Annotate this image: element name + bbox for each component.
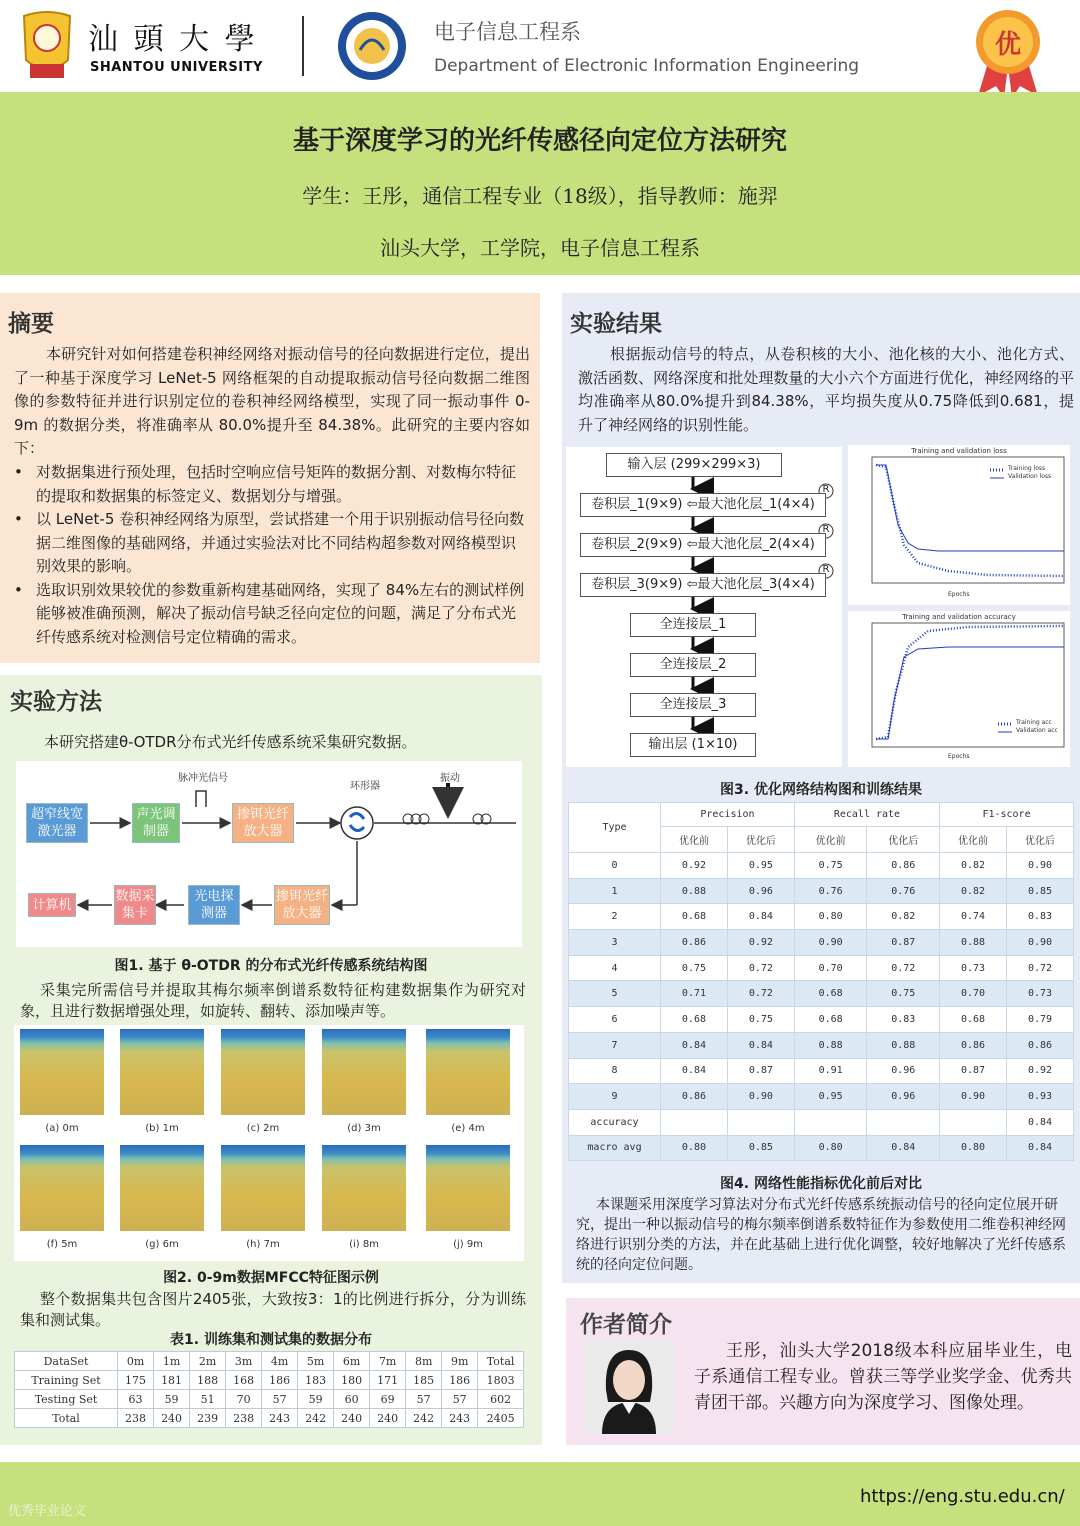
conv-layer-1: 卷积层_1(9×9) ⇦最大池化层_1(4×4) — [580, 493, 826, 517]
table-cell: 0.88 — [940, 930, 1007, 956]
relu-marker: R — [822, 484, 830, 495]
table-cell: Total — [478, 1352, 524, 1371]
table-cell: 0.96 — [867, 1058, 940, 1084]
abstract-heading: 摘要 — [8, 311, 54, 337]
sub-header: 优化前 — [940, 827, 1007, 853]
table-cell: 0.72 — [727, 955, 794, 981]
fig1-caption: 图1. 基于 θ-OTDR 的分布式光纤传感系统结构图 — [114, 958, 428, 974]
table-cell: 0.92 — [661, 853, 728, 879]
mfcc-label: (j) 9m — [453, 1239, 483, 1250]
table-cell: 57 — [262, 1390, 298, 1409]
table-cell: 238 — [226, 1409, 262, 1428]
table-cell: 0.72 — [727, 981, 794, 1007]
relu-marker: R — [822, 564, 830, 575]
table-cell: 0.90 — [1007, 853, 1074, 879]
table-row — [569, 853, 1074, 879]
table-cell: 180 — [334, 1371, 370, 1390]
table-cell: 0.73 — [940, 955, 1007, 981]
table-cell: 240 — [154, 1409, 190, 1428]
table-cell: 0.68 — [794, 981, 867, 1007]
table-cell: 70 — [226, 1390, 262, 1409]
header-divider — [302, 16, 304, 76]
table-cell: DataSet — [15, 1352, 118, 1371]
table-cell: 0.74 — [940, 904, 1007, 930]
table-cell: 0.72 — [1007, 955, 1074, 981]
edfa1-block: 掺铒光纤放大器 — [232, 803, 294, 843]
group-header: Recall rate — [794, 803, 939, 827]
loss-chart-title: Training and validation loss — [911, 447, 1007, 455]
mfcc-label: (f) 5m — [46, 1239, 78, 1250]
table-cell: 0.82 — [940, 878, 1007, 904]
table-cell: 0 — [569, 853, 661, 879]
conv-layer-3: 卷积层_3(9×9) ⇦最大池化层_3(4×4) — [580, 573, 826, 597]
table-cell: 0.80 — [661, 1135, 728, 1161]
list-item: • 对数据集进行预处理，包括时空响应信号矩阵的数据分割、对数梅尔特征的提取和数据集的标签定义、数据划分与增强。 — [14, 463, 517, 505]
loss-chart — [848, 445, 1070, 605]
table-cell: 0.87 — [940, 1058, 1007, 1084]
table-cell: 0.71 — [661, 981, 728, 1007]
table-cell: 0.80 — [940, 1135, 1007, 1161]
table-row — [569, 1007, 1074, 1033]
table-row — [569, 1135, 1074, 1161]
mfcc-label: (i) 8m — [349, 1239, 379, 1250]
table-cell: 0.68 — [794, 1007, 867, 1033]
table-cell: 0.75 — [661, 955, 728, 981]
type-header: Type — [569, 803, 661, 853]
table-cell: 0.88 — [794, 1032, 867, 1058]
table-cell: 57 — [406, 1390, 442, 1409]
photodetector-block: 光电探测器 — [188, 885, 240, 925]
acc-xlabel: Epochs — [948, 753, 970, 760]
table-cell: 0.76 — [867, 878, 940, 904]
mfcc-label: (a) 0m — [45, 1123, 79, 1134]
mfcc-image — [221, 1029, 305, 1115]
poster-title: 基于深度学习的光纤传感径向定位方法研究 — [292, 126, 787, 156]
table-cell: 5 — [569, 981, 661, 1007]
acc-legend-1: Training acc — [1016, 719, 1052, 726]
table-cell: 240 — [334, 1409, 370, 1428]
table-cell: 243 — [262, 1409, 298, 1428]
table-cell: 0.68 — [661, 1007, 728, 1033]
mfcc-label: (b) 1m — [145, 1123, 179, 1134]
results-panel — [562, 293, 1080, 1283]
table-cell: 0.70 — [940, 981, 1007, 1007]
method-para2: 采集完所需信号并提取其梅尔频率倒谱系数特征构建数据集作为研究对象，且进行数据增强处理，如旋转、翻转、添加噪声等。 — [20, 981, 526, 1020]
fig4-caption: 图4. 网络性能指标优化前后对比 — [720, 1176, 922, 1192]
table-row — [15, 1371, 524, 1390]
daq-block: 数据采集卡 — [114, 885, 156, 925]
table-cell: 3m — [226, 1352, 262, 1371]
table-cell: 0.82 — [867, 904, 940, 930]
table-cell: Testing Set — [15, 1390, 118, 1409]
table-cell: 4 — [569, 955, 661, 981]
output-layer: 输出层 (1×10) — [630, 733, 756, 757]
table-cell: 183 — [298, 1371, 334, 1390]
table-cell: 0.87 — [727, 1058, 794, 1084]
method-para3: 整个数据集共包含图片2405张，大致按3：1的比例进行拆分，分为训练集和测试集。 — [20, 1290, 526, 1329]
sub-header: 优化后 — [1007, 827, 1074, 853]
author-photo — [584, 1340, 674, 1434]
university-logo-icon — [14, 8, 80, 82]
author-panel — [566, 1298, 1080, 1445]
table-cell: 0.82 — [940, 853, 1007, 879]
table-cell: 0.84 — [727, 904, 794, 930]
mfcc-image — [322, 1029, 406, 1115]
fc-layer-2: 全连接层_2 — [630, 653, 756, 677]
network-diagram — [566, 447, 842, 767]
table-cell: 0.85 — [1007, 878, 1074, 904]
table-cell: 1m — [154, 1352, 190, 1371]
table1-caption: 表1. 训练集和测试集的数据分布 — [170, 1332, 372, 1348]
table-row — [569, 1058, 1074, 1084]
table-cell: 0.84 — [661, 1058, 728, 1084]
table-cell: 0.93 — [1007, 1084, 1074, 1110]
table-cell: 9m — [442, 1352, 478, 1371]
relu-marker: R — [822, 524, 830, 535]
table-cell: 181 — [154, 1371, 190, 1390]
table-cell: 171 — [370, 1371, 406, 1390]
table-header-row — [569, 803, 1074, 827]
table-row — [569, 1109, 1074, 1135]
mfcc-label: (e) 4m — [451, 1123, 485, 1134]
system-diagram — [16, 761, 522, 947]
table-cell: 1803 — [478, 1371, 524, 1390]
table-cell: 186 — [262, 1371, 298, 1390]
table-cell: 0.73 — [1007, 981, 1074, 1007]
group-header: Precision — [661, 803, 795, 827]
diagram-arrows — [16, 761, 522, 947]
table-cell: Total — [15, 1409, 118, 1428]
table-cell: 0.95 — [727, 853, 794, 879]
table-cell: 188 — [190, 1371, 226, 1390]
results-conclusion: 本课题采用深度学习算法对分布式光纤传感系统振动信号的径向定位展开研究，提出一种以振动信号的梅尔频率倒谱系数特征作为参数使用二维卷积神经网络进行识别分类的方法，并在此基础上进行优化调整，较好地解决了光纤传感系统的径向定位问题。 — [576, 1197, 1066, 1273]
mfcc-label: (c) 2m — [246, 1123, 280, 1134]
table-row — [569, 904, 1074, 930]
table-cell: 0.88 — [867, 1032, 940, 1058]
table-cell — [867, 1109, 940, 1135]
watermark: 优秀毕业论文 — [8, 1504, 87, 1519]
method-panel — [0, 675, 542, 1445]
acc-legend-2: Validation acc — [1016, 727, 1058, 734]
loss-xlabel: Epochs — [948, 591, 970, 598]
table-cell: 3 — [569, 930, 661, 956]
pulse-label: 脉冲光信号 — [178, 773, 228, 784]
fc-layer-1: 全连接层_1 — [630, 613, 756, 637]
footer — [0, 1462, 1080, 1526]
table-cell: 0.84 — [661, 1032, 728, 1058]
method-heading: 实验方法 — [10, 689, 102, 715]
table-cell: 242 — [298, 1409, 334, 1428]
table-row — [569, 981, 1074, 1007]
table-cell: 0.72 — [867, 955, 940, 981]
portrait-icon — [584, 1340, 674, 1434]
acc-chart-title: Training and validation accuracy — [902, 613, 1016, 621]
results-heading: 实验结果 — [570, 311, 662, 337]
list-item: • 以 LeNet-5 卷积神经网络为原型，尝试搭建一个用于识别振动信号径向数据二维图像的基础网络，并通过实验法对比不同结构超参数对网络模型识别效果的影响。 — [14, 510, 525, 575]
table-cell: 240 — [370, 1409, 406, 1428]
vibration-label: 振动 — [440, 773, 460, 784]
table-row — [569, 955, 1074, 981]
table-cell: 0.75 — [867, 981, 940, 1007]
sub-header: 优化前 — [794, 827, 867, 853]
table-cell: 2m — [190, 1352, 226, 1371]
list-item: • 选取识别效果较优的参数重新构建基础网络，实现了 84%左右的测试样例能够被准确预测，解决了振动信号缺乏径向定位的问题，满足了分布式光纤传感系统对检测信号定位精确的需求。 — [14, 580, 525, 646]
table-cell: 602 — [478, 1390, 524, 1409]
univ-name-cn: 汕 頭 大 學 — [88, 22, 258, 57]
table-cell: 0.80 — [794, 904, 867, 930]
table-cell: 0.80 — [794, 1135, 867, 1161]
edfa2-block: 掺铒光纤放大器 — [274, 885, 330, 925]
table-cell: 243 — [442, 1409, 478, 1428]
table-cell: 0.83 — [867, 1007, 940, 1033]
method-intro: 本研究搭建θ-OTDR分布式光纤传感系统采集研究数据。 — [44, 733, 417, 751]
table-cell: 242 — [406, 1409, 442, 1428]
univ-name-en: SHANTOU UNIVERSITY — [90, 60, 263, 75]
table-cell: 0.90 — [727, 1084, 794, 1110]
table-cell: 186 — [442, 1371, 478, 1390]
table-cell: 57 — [442, 1390, 478, 1409]
table-cell — [661, 1109, 728, 1135]
mfcc-image — [221, 1145, 305, 1231]
table-cell: 0.79 — [1007, 1007, 1074, 1033]
dataset-table — [14, 1351, 524, 1428]
table-cell: 0.68 — [940, 1007, 1007, 1033]
table-cell: 0.83 — [1007, 904, 1074, 930]
table-cell: 0.86 — [940, 1032, 1007, 1058]
table-cell: 2 — [569, 904, 661, 930]
table-cell: 0.86 — [867, 853, 940, 879]
abstract-text: 本研究针对如何搭建卷积神经网络对振动信号的径向数据进行定位，提出了一种基于深度学习 LeNet-5 网络框架的自动提取振动信号径向数据二维图像的参数特征并进行识别定位的卷积神经网络模型，实现了同一振动事件 0-9m 的数据分类，将准确率从 80.0%提升至 84.38%。此研究的主要内容如下： — [14, 345, 530, 457]
table-cell: 4m — [262, 1352, 298, 1371]
mfcc-image — [120, 1145, 204, 1231]
table-cell — [727, 1109, 794, 1135]
affiliation-line: 汕头大学，工学院，电子信息工程系 — [380, 236, 700, 260]
results-text: 根据振动信号的特点，从卷积核的大小、池化核的大小、池化方式、激活函数、网络深度和批处理数量的大小六个方面进行优化，神经网络的平均准确率从80.0%提升到84.38%，平均损失度从0.75降低到0.681，提升了神经网络的识别性能。 — [578, 345, 1074, 434]
author-bio: 王彤，汕头大学2018级本科应届毕业生，电子系通信工程专业。曾获三等学业奖学金、优秀共青团干部。兴趣方向为深度学习、图像处理。 — [694, 1341, 1072, 1413]
mfcc-image — [120, 1029, 204, 1115]
fig2-caption: 图2. 0-9m数据MFCC特征图示例 — [163, 1270, 379, 1286]
table-row — [15, 1409, 524, 1428]
loss-legend-1: Training loss — [1008, 465, 1046, 472]
table-cell: 0.96 — [727, 878, 794, 904]
table-cell: 0m — [118, 1352, 154, 1371]
table-cell: 59 — [298, 1390, 334, 1409]
table-cell: 2405 — [478, 1409, 524, 1428]
table-cell: 51 — [190, 1390, 226, 1409]
loss-legend-2: Validation loss — [1008, 473, 1052, 480]
abstract-panel — [0, 293, 540, 663]
table-row — [569, 930, 1074, 956]
table-cell: 0.84 — [1007, 1135, 1074, 1161]
table-cell: 0.76 — [794, 878, 867, 904]
table-cell: 0.92 — [727, 930, 794, 956]
table-cell: 185 — [406, 1371, 442, 1390]
table-cell: 239 — [190, 1409, 226, 1428]
table-cell: 168 — [226, 1371, 262, 1390]
badge-text: 优 — [994, 30, 1021, 60]
author-heading: 作者简介 — [580, 1312, 672, 1338]
table-cell: 7 — [569, 1032, 661, 1058]
footer-url[interactable]: https://eng.stu.edu.cn/ — [860, 1486, 1065, 1507]
table-cell: 0.85 — [727, 1135, 794, 1161]
table-cell: 0.86 — [1007, 1032, 1074, 1058]
table-cell: 0.90 — [940, 1084, 1007, 1110]
mfcc-label: (g) 6m — [145, 1239, 179, 1250]
title-band — [0, 92, 1080, 275]
aom-block: 声光调制器 — [132, 803, 180, 843]
conv-layer-2: 卷积层_2(9×9) ⇦最大池化层_2(4×4) — [580, 533, 826, 557]
table-row — [15, 1390, 524, 1409]
input-layer: 输入层 (299×299×3) — [606, 453, 782, 477]
table-cell: 0.84 — [867, 1135, 940, 1161]
table-cell: 6m — [334, 1352, 370, 1371]
table-cell: accuracy — [569, 1109, 661, 1135]
table-cell: 0.88 — [661, 878, 728, 904]
dept-name-cn: 电子信息工程系 — [434, 20, 581, 44]
department-emblem-icon — [336, 10, 408, 82]
mfcc-grid — [14, 1025, 524, 1261]
table-row — [15, 1352, 524, 1371]
table-cell: 0.91 — [794, 1058, 867, 1084]
table-cell: 8m — [406, 1352, 442, 1371]
table-cell: 0.87 — [867, 930, 940, 956]
accuracy-plot — [848, 611, 1070, 767]
sub-header: 优化后 — [867, 827, 940, 853]
header — [0, 0, 1080, 92]
table-cell: 0.95 — [794, 1084, 867, 1110]
table-cell: 69 — [370, 1390, 406, 1409]
circulator-label: 环形器 — [350, 781, 380, 792]
table-cell: 60 — [334, 1390, 370, 1409]
abstract-bullets — [14, 461, 530, 649]
mfcc-image — [322, 1145, 406, 1231]
table-cell: 0.68 — [661, 904, 728, 930]
table-cell: 0.92 — [1007, 1058, 1074, 1084]
table-cell: 8 — [569, 1058, 661, 1084]
table-cell: 1 — [569, 878, 661, 904]
table-cell: 0.84 — [727, 1032, 794, 1058]
table-row — [569, 1084, 1074, 1110]
table-cell: 9 — [569, 1084, 661, 1110]
table-cell: macro avg — [569, 1135, 661, 1161]
table-cell: 59 — [154, 1390, 190, 1409]
table-cell: 7m — [370, 1352, 406, 1371]
mfcc-image — [426, 1145, 510, 1231]
fig3-caption: 图3. 优化网络结构图和训练结果 — [720, 782, 922, 798]
table-cell: 0.90 — [1007, 930, 1074, 956]
table-cell: 0.86 — [661, 1084, 728, 1110]
table-cell: 63 — [118, 1390, 154, 1409]
laser-block: 超窄线宽激光器 — [26, 803, 88, 843]
sub-header: 优化后 — [727, 827, 794, 853]
table-cell: 175 — [118, 1371, 154, 1390]
table-cell: 0.70 — [794, 955, 867, 981]
mfcc-label: (h) 7m — [246, 1239, 280, 1250]
table-cell: 0.84 — [1007, 1109, 1074, 1135]
author-line: 学生：王彤，通信工程专业（18级），指导教师：施羿 — [302, 184, 778, 208]
mfcc-image — [20, 1145, 104, 1231]
mfcc-image — [20, 1029, 104, 1115]
table-cell: 5m — [298, 1352, 334, 1371]
table-cell: 6 — [569, 1007, 661, 1033]
accuracy-chart — [848, 611, 1070, 767]
table-cell — [940, 1109, 1007, 1135]
table-cell: 0.86 — [661, 930, 728, 956]
table-cell: 0.90 — [794, 930, 867, 956]
sub-header: 优化前 — [661, 827, 728, 853]
table-cell: 0.96 — [867, 1084, 940, 1110]
table-cell: Training Set — [15, 1371, 118, 1390]
table-cell: 0.75 — [727, 1007, 794, 1033]
table-cell — [794, 1109, 867, 1135]
dept-name-en: Department of Electronic Information Engineering — [434, 56, 860, 76]
computer-block: 计算机 — [28, 893, 76, 917]
table-cell: 238 — [118, 1409, 154, 1428]
fc-layer-3: 全连接层_3 — [630, 693, 756, 717]
table-row — [569, 878, 1074, 904]
group-header: F1-score — [940, 803, 1074, 827]
metrics-table — [568, 802, 1074, 1161]
table-cell: 0.75 — [794, 853, 867, 879]
mfcc-image — [426, 1029, 510, 1115]
mfcc-label: (d) 3m — [347, 1123, 381, 1134]
table-row — [569, 1032, 1074, 1058]
